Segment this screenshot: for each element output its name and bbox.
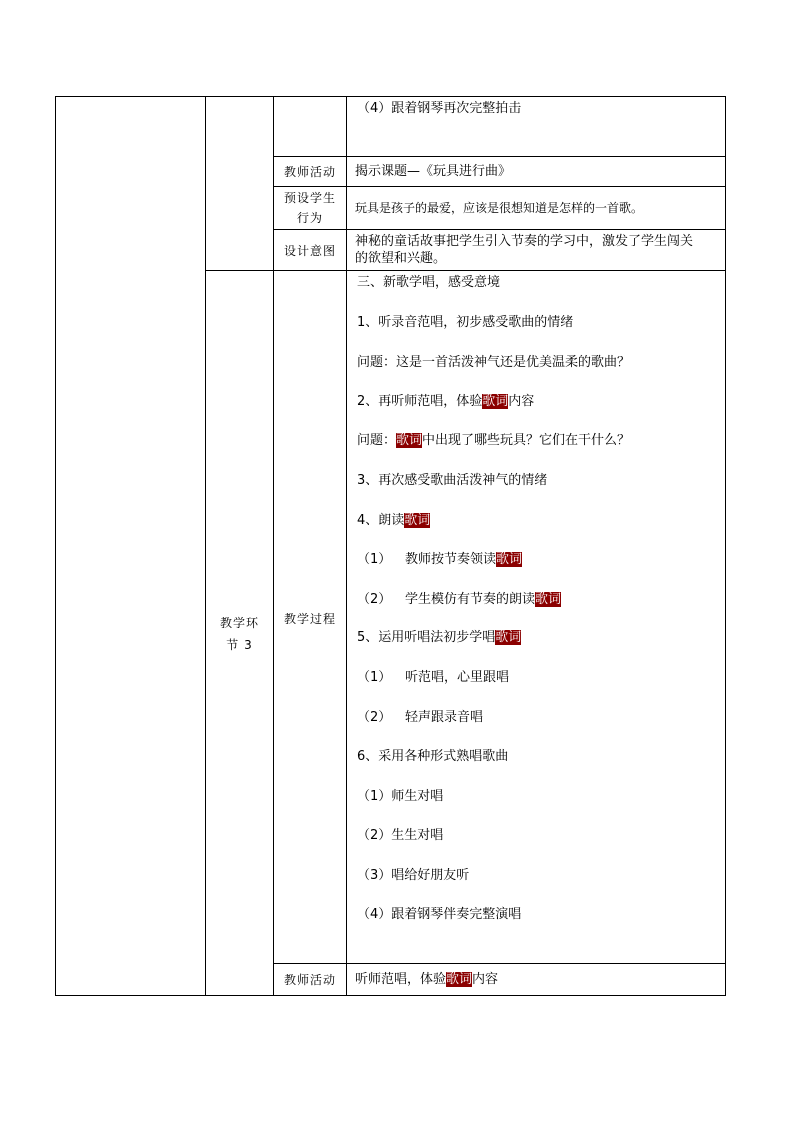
design-intent-label: 设计意图 xyxy=(283,244,336,258)
item-2-suffix: 内容 xyxy=(508,394,535,409)
item-6: 6、采用各种形式熟唱歌曲 xyxy=(357,749,509,764)
process-label: 教学过程 xyxy=(283,612,336,626)
row-divider xyxy=(273,186,726,187)
column-divider xyxy=(273,96,274,996)
sub-item-5-2 xyxy=(357,710,483,726)
column-divider xyxy=(205,96,206,996)
question-2-text: 中出现了哪些玩具？它们在干什么？ xyxy=(422,433,631,448)
highlight-lyrics: 歌词 xyxy=(495,630,522,645)
column-divider xyxy=(346,96,347,996)
teacher-activity-text: 听师范唱，体验 xyxy=(355,972,447,987)
sub-item-text: 听范唱，心里跟唱 xyxy=(405,670,510,685)
item-4 xyxy=(357,513,430,529)
sub-item-4-1 xyxy=(357,552,522,568)
stage-label-line1: 教学环 xyxy=(219,616,259,630)
sub-item-6-3: （3）唱给好朋友听 xyxy=(357,868,470,883)
sub-item-number: （2） xyxy=(357,592,392,607)
design-intent-line1: 神秘的童话故事把学生引入节奏的学习中，激发了学生闯关 xyxy=(355,234,694,249)
sub-item-6-1: （1）师生对唱 xyxy=(357,789,444,804)
question-1: 问题：这是一首活泼神气还是优美温柔的歌曲？ xyxy=(357,355,631,370)
step-4-text: （4）跟着钢琴再次完整拍击 xyxy=(357,101,522,116)
highlight-lyrics: 歌词 xyxy=(396,433,423,448)
table-border-bottom xyxy=(55,995,726,996)
table-border-top xyxy=(55,96,726,97)
sub-item-text: 轻声跟录音唱 xyxy=(405,710,484,725)
table-border-left xyxy=(55,96,56,996)
expected-behavior-label-line1: 预设学生 xyxy=(283,191,336,205)
sub-item-6-2: （2）生生对唱 xyxy=(357,828,444,843)
section-heading: 三、新歌学唱，感受意境 xyxy=(357,275,501,290)
question-2-prefix: 问题： xyxy=(357,433,397,448)
expected-behavior-label-line2: 行为 xyxy=(296,211,323,225)
teacher-activity-text: 揭示课题—《玩具进行曲》 xyxy=(355,164,512,179)
table-border-right xyxy=(725,96,726,996)
item-1: 1、听录音范唱，初步感受歌曲的情绪 xyxy=(357,315,574,330)
highlight-lyrics: 歌词 xyxy=(482,394,509,409)
sub-item-5-1 xyxy=(357,670,509,686)
teacher-activity-label-2: 教师活动 xyxy=(283,973,336,987)
teacher-activity-suffix: 内容 xyxy=(472,972,499,987)
item-2 xyxy=(357,394,534,410)
sub-item-number: （1） xyxy=(357,552,392,567)
question-2 xyxy=(357,433,630,449)
highlight-lyrics: 歌词 xyxy=(535,592,562,607)
item-5-text: 5、运用听唱法初步学唱 xyxy=(357,630,496,645)
sub-item-number: （1） xyxy=(357,670,392,685)
row-divider xyxy=(205,270,726,271)
sub-item-text: 教师按节奏领读 xyxy=(405,552,497,567)
sub-item-number: （2） xyxy=(357,710,392,725)
item-2-text: 2、再听师范唱，体验 xyxy=(357,394,483,409)
teacher-activity-label: 教师活动 xyxy=(283,165,336,179)
highlight-lyrics: 歌词 xyxy=(404,513,431,528)
sub-item-4-2 xyxy=(357,592,561,608)
highlight-lyrics: 歌词 xyxy=(496,552,523,567)
sub-item-text: 学生模仿有节奏的朗读 xyxy=(405,592,536,607)
design-intent-line2: 的欲望和兴趣。 xyxy=(355,251,447,266)
item-3: 3、再次感受歌曲活泼神气的情绪 xyxy=(357,473,548,488)
row-divider xyxy=(273,229,726,230)
sub-item-6-4: （4）跟着钢琴伴奏完整演唱 xyxy=(357,907,522,922)
expected-behavior-text: 玩具是孩子的最爱，应该是很想知道是怎样的一首歌。 xyxy=(355,201,644,215)
item-4-text: 4、朗读 xyxy=(357,513,405,528)
item-5 xyxy=(357,630,521,646)
stage-label-line2: 节 3 xyxy=(226,638,253,652)
highlight-lyrics: 歌词 xyxy=(446,972,473,987)
teacher-activity-text-2 xyxy=(355,972,498,988)
row-divider xyxy=(273,963,726,964)
row-divider xyxy=(273,156,726,157)
